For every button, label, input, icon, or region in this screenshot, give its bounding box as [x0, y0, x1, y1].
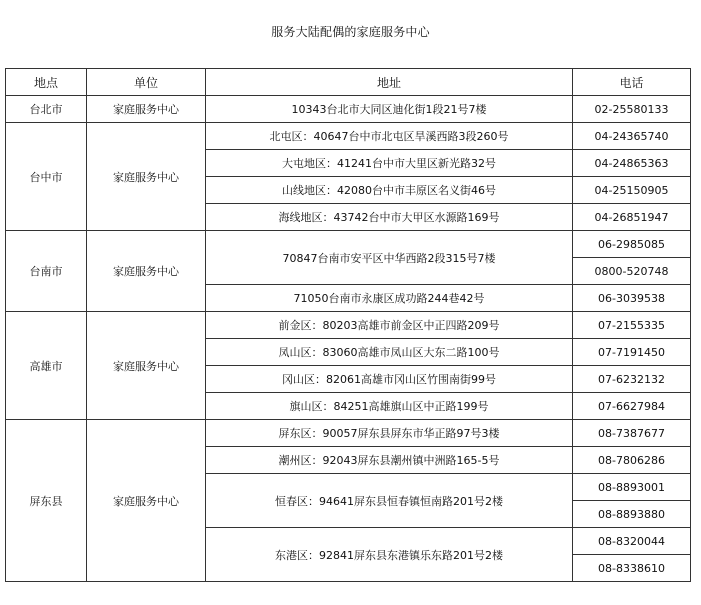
table-row [6, 312, 691, 339]
location-cell: 台中市 [6, 123, 87, 231]
phone-cell: 06-3039538 [573, 285, 691, 312]
phone-cell: 0800-520748 [573, 258, 691, 285]
location-cell: 台北市 [6, 96, 87, 123]
document-title: 服务大陆配偶的家庭服务中心 [271, 25, 430, 39]
phone-cell: 08-8338610 [573, 555, 691, 582]
phone-cell: 04-24365740 [573, 123, 691, 150]
unit-cell: 家庭服务中心 [87, 420, 206, 582]
location-cell: 高雄市 [6, 312, 87, 420]
address-cell: 北屯区：40647台中市北屯区旱溪西路3段260号 [206, 123, 573, 150]
table-row [6, 123, 691, 150]
phone-cell: 08-7806286 [573, 447, 691, 474]
phone-cell: 07-6232132 [573, 366, 691, 393]
address-cell: 10343台北市大同区迪化街1段21号7楼 [206, 96, 573, 123]
header-location: 地点 [6, 69, 87, 96]
address-cell: 大屯地区：41241台中市大里区新光路32号 [206, 150, 573, 177]
table-row [6, 231, 691, 258]
header-row [6, 69, 691, 96]
service-center-table [5, 68, 691, 582]
header-phone: 电话 [573, 69, 691, 96]
address-cell: 山线地区：42080台中市丰原区名义街46号 [206, 177, 573, 204]
table-row [6, 96, 691, 123]
phone-cell: 06-2985085 [573, 231, 691, 258]
phone-cell: 04-24865363 [573, 150, 691, 177]
phone-cell: 07-6627984 [573, 393, 691, 420]
address-cell: 东港区：92841屏东县东港镇乐东路201号2楼 [206, 528, 573, 582]
header-address: 地址 [206, 69, 573, 96]
phone-cell: 02-25580133 [573, 96, 691, 123]
phone-cell: 08-7387677 [573, 420, 691, 447]
address-cell: 屏东区：90057屏东县屏东市华正路97号3楼 [206, 420, 573, 447]
unit-cell: 家庭服务中心 [87, 123, 206, 231]
address-cell: 前金区：80203高雄市前金区中正四路209号 [206, 312, 573, 339]
header-unit: 单位 [87, 69, 206, 96]
address-cell: 冈山区：82061高雄市冈山区竹围南街99号 [206, 366, 573, 393]
phone-cell: 08-8893001 [573, 474, 691, 501]
location-cell: 台南市 [6, 231, 87, 312]
address-cell: 旗山区：84251高雄旗山区中正路199号 [206, 393, 573, 420]
table-row [6, 420, 691, 447]
phone-cell: 08-8320044 [573, 528, 691, 555]
address-cell: 恒春区：94641屏东县恒春镇恒南路201号2楼 [206, 474, 573, 528]
address-cell: 海线地区：43742台中市大甲区水源路169号 [206, 204, 573, 231]
phone-cell: 07-2155335 [573, 312, 691, 339]
unit-cell: 家庭服务中心 [87, 231, 206, 312]
unit-cell: 家庭服务中心 [87, 96, 206, 123]
phone-cell: 04-25150905 [573, 177, 691, 204]
address-cell: 71050台南市永康区成功路244巷42号 [206, 285, 573, 312]
phone-cell: 07-7191450 [573, 339, 691, 366]
phone-cell: 08-8893880 [573, 501, 691, 528]
location-cell: 屏东县 [6, 420, 87, 582]
address-cell: 凤山区：83060高雄市凤山区大东二路100号 [206, 339, 573, 366]
address-cell: 潮州区：92043屏东县潮州镇中洲路165-5号 [206, 447, 573, 474]
address-cell: 70847台南市安平区中华西路2段315号7楼 [206, 231, 573, 285]
phone-cell: 04-26851947 [573, 204, 691, 231]
unit-cell: 家庭服务中心 [87, 312, 206, 420]
